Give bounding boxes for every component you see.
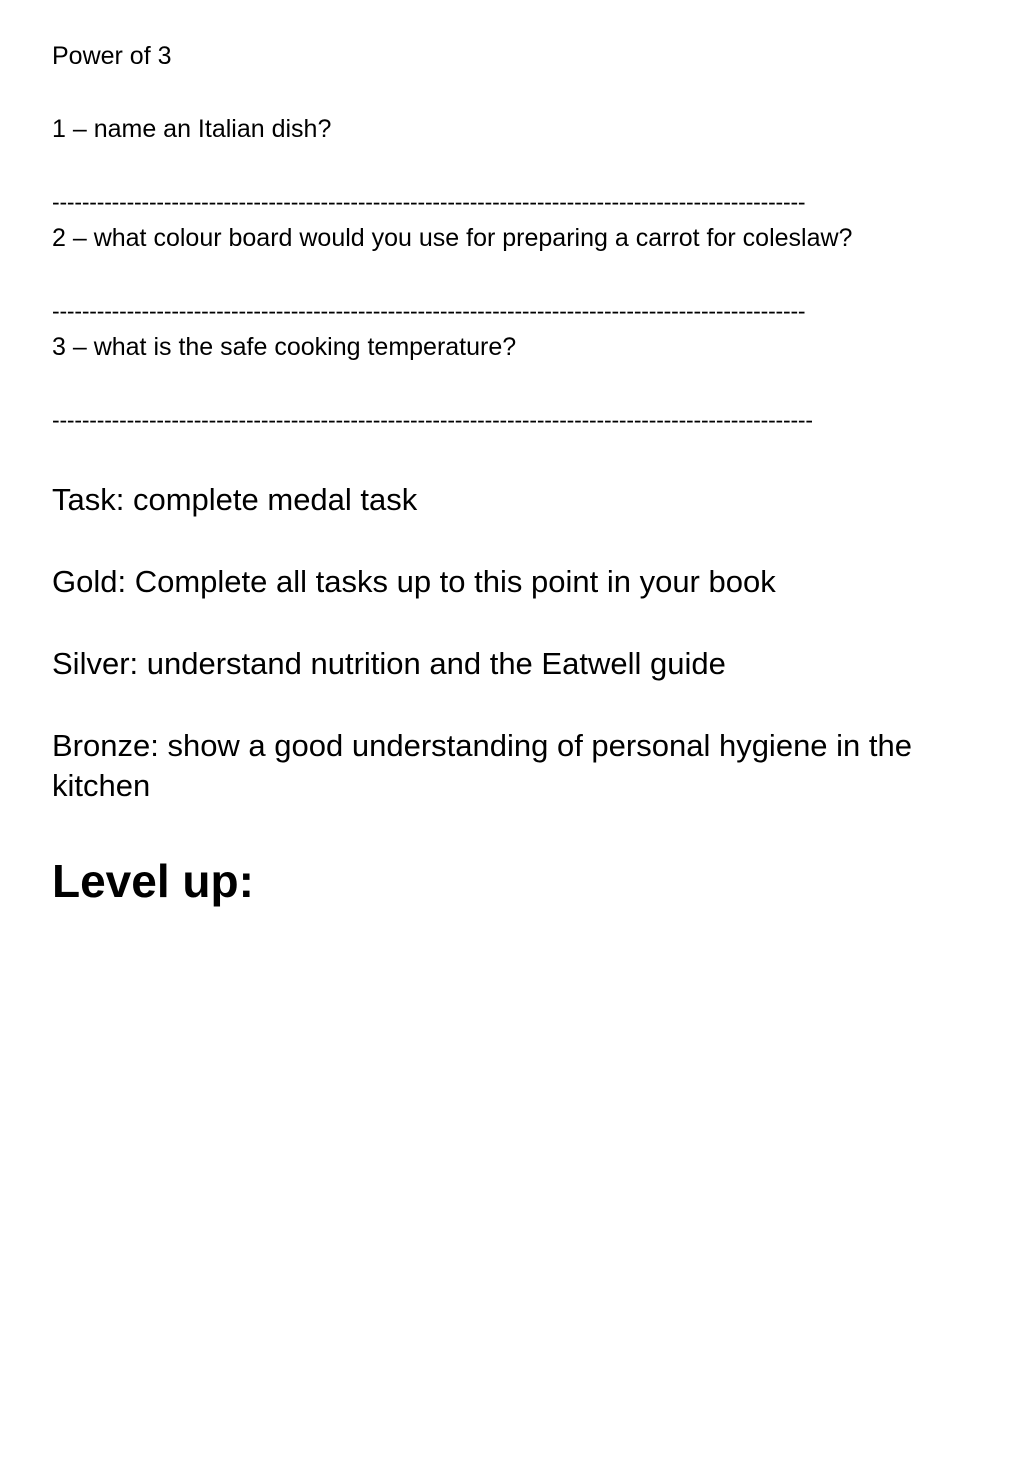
question-3: 3 – what is the safe cooking temperature?: [52, 333, 517, 361]
bronze-task: Bronze: show a good understanding of personal hygiene in the kitchen: [52, 728, 912, 803]
task-intro: Task: complete medal task: [52, 482, 418, 517]
silver-task: Silver: understand nutrition and the Eatwell guide: [52, 646, 726, 681]
answer-line-1: -----------------------------------------------------------------------------------------------------: [52, 189, 806, 215]
question-1: 1 – name an Italian dish?: [52, 115, 332, 143]
level-up-heading: Level up:: [52, 855, 254, 907]
gold-task: Gold: Complete all tasks up to this point in your book: [52, 564, 776, 599]
question-2: 2 – what colour board would you use for preparing a carrot for coleslaw?: [52, 224, 853, 252]
page-title: Power of 3: [52, 42, 172, 70]
answer-line-2: -----------------------------------------------------------------------------------------------------: [52, 298, 806, 324]
answer-line-3: ------------------------------------------------------------------------------------------------------: [52, 407, 813, 433]
